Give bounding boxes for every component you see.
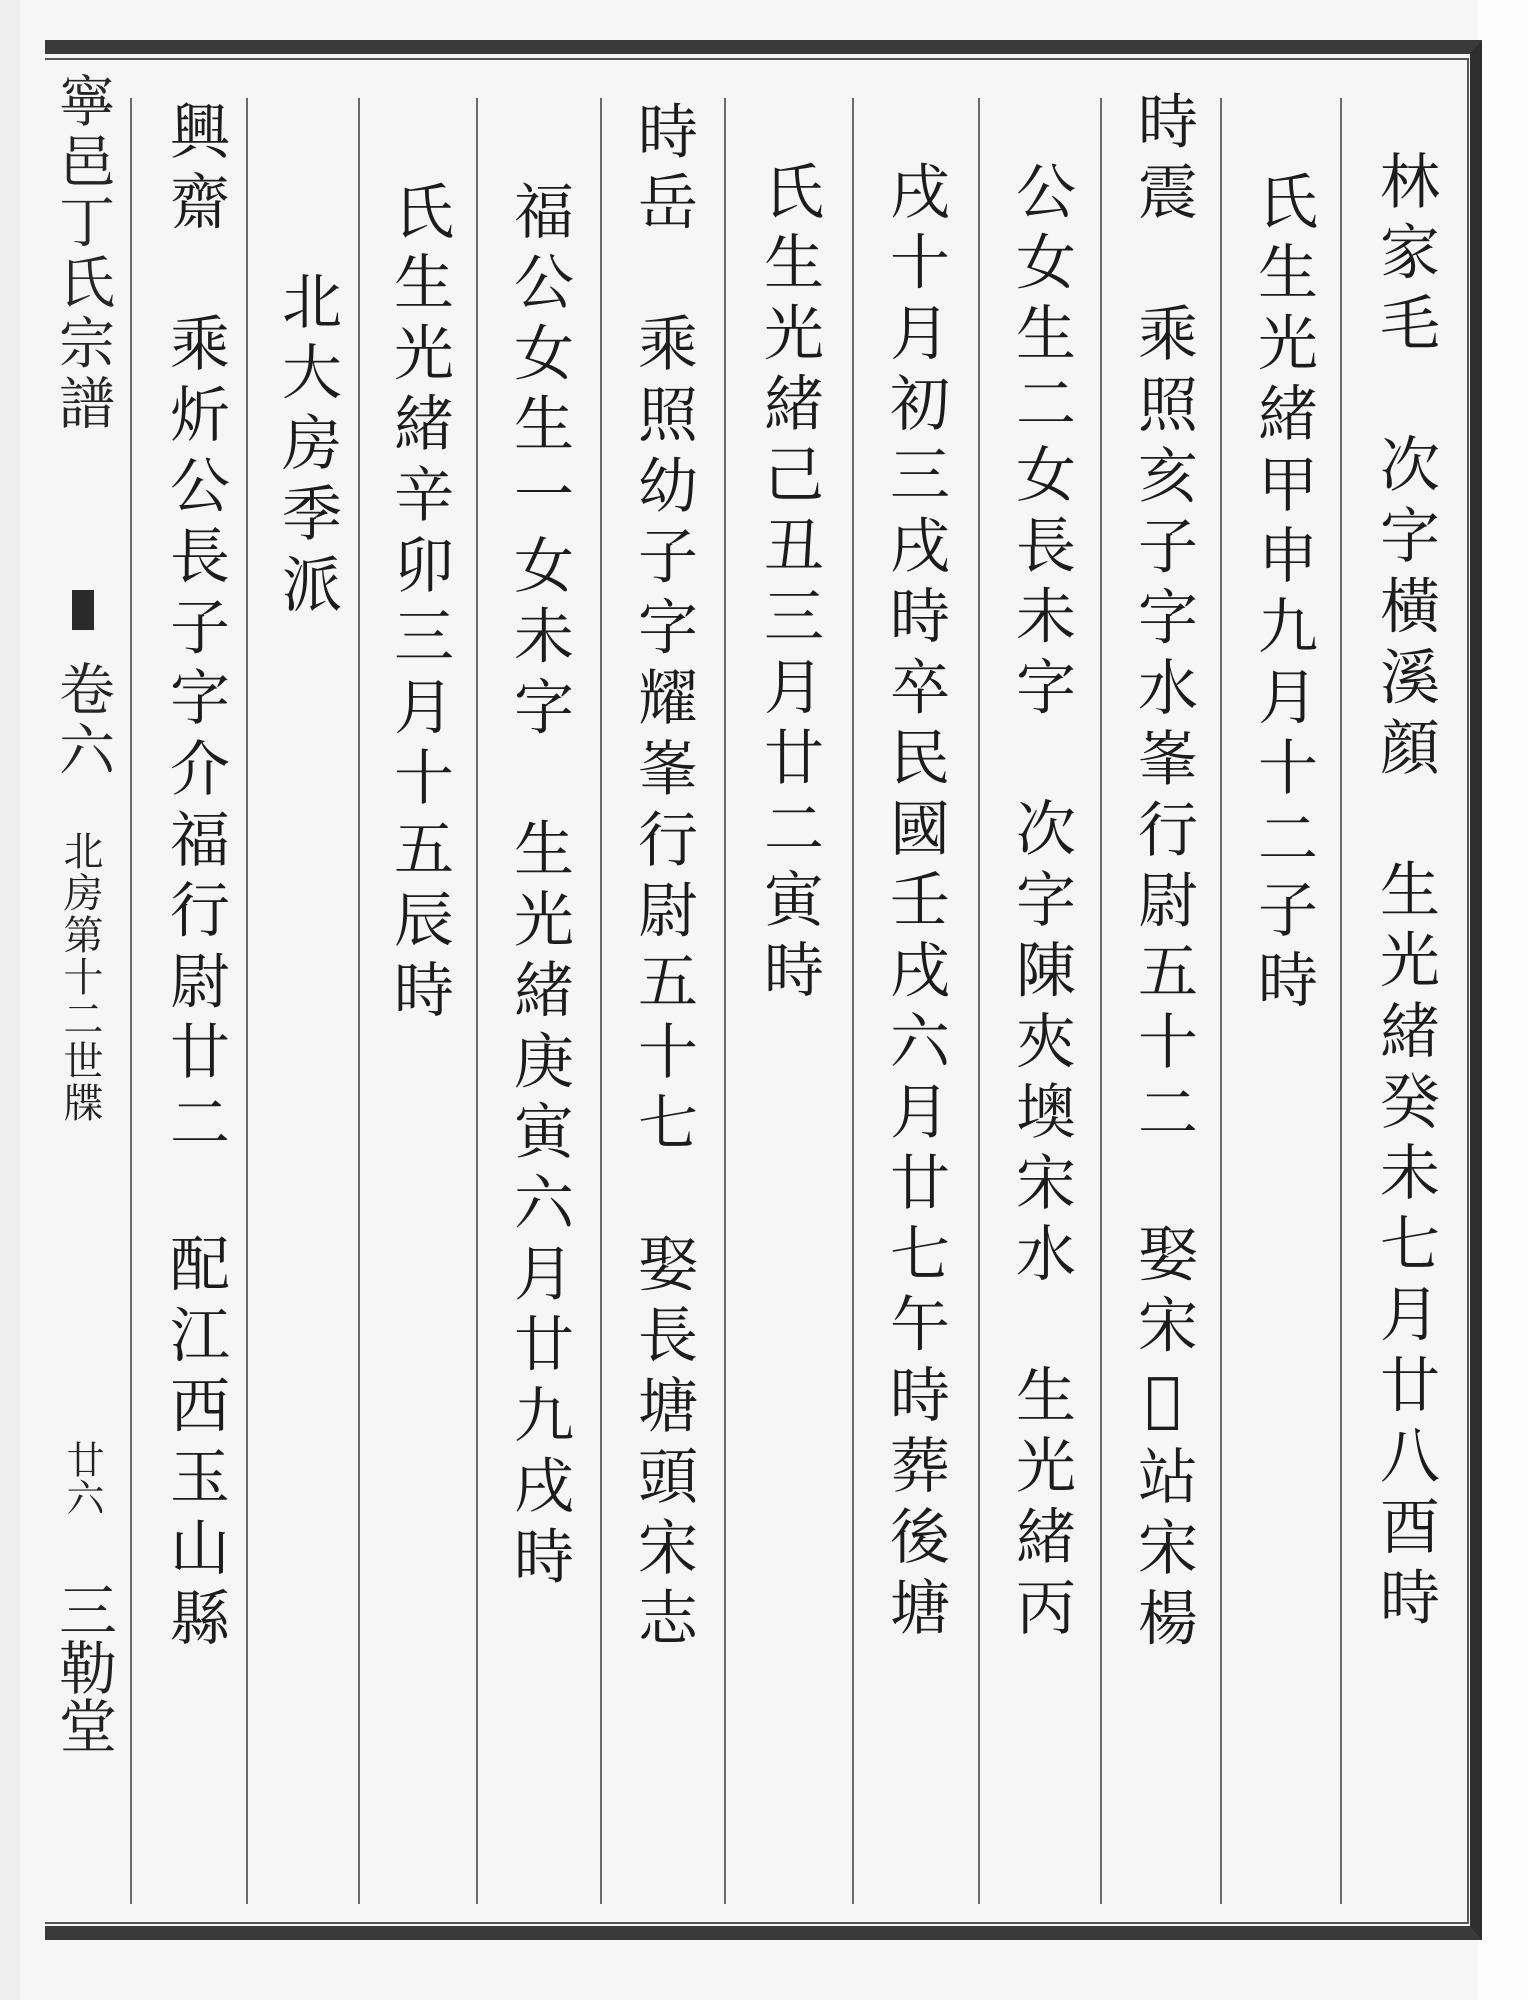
text-column-7: 時岳 乘照幼子字耀峯行尉五十七 娶長塘頭宋志 — [628, 100, 698, 1658]
section-label: 北房第十二世牒 — [57, 830, 103, 1124]
column-rule — [1340, 98, 1342, 1904]
column-rule — [1100, 98, 1102, 1904]
column-rule — [130, 98, 132, 1904]
folio-number: 廿六 — [60, 1440, 104, 1516]
text-column-5: 戌十月初三戌時卒民國壬戌六月廿七午時葬後塘 — [880, 160, 950, 1647]
column-rule — [476, 98, 478, 1904]
text-column-1: 林家毛 次字橫溪顔 生光緒癸未七月廿八酉時 — [1370, 150, 1440, 1637]
column-rule — [724, 98, 726, 1904]
text-column-9: 氏生光緒辛卯三月十五辰時 — [384, 180, 454, 1030]
volume-label: 卷六 — [50, 660, 115, 781]
text-column-12: 興齋 乘炘公長子字介福行尉廿二 配江西玉山縣 — [160, 100, 230, 1658]
column-rule — [600, 98, 602, 1904]
column-rule — [852, 98, 854, 1904]
banner-title: 寧邑丁氏宗譜 — [50, 72, 115, 435]
hall-name: 三勒堂 — [49, 1580, 117, 1754]
text-column-3: 時震 乘照亥子字水峯行尉五十二 娶宋𨔾站宋楊 — [1128, 90, 1198, 1658]
page-edge-left — [0, 0, 20, 2000]
page-edge-right — [1478, 0, 1528, 2000]
column-rule — [1220, 98, 1222, 1904]
text-column-4: 公女生二女長未字 次字陳夾墺宋水 生光緒丙 — [1006, 160, 1076, 1647]
column-rule — [978, 98, 980, 1904]
text-column-2: 氏生光緒甲申九月十二子時 — [1248, 170, 1318, 1020]
text-column-10: 北大房季派 — [272, 270, 342, 624]
text-column-8: 福公女生一女未字 生光緒庚寅六月廿九戌時 — [504, 180, 574, 1596]
text-column-6: 氏生光緒己丑三月廿二寅時 — [754, 160, 824, 1010]
fish-tail-marker — [72, 590, 94, 630]
